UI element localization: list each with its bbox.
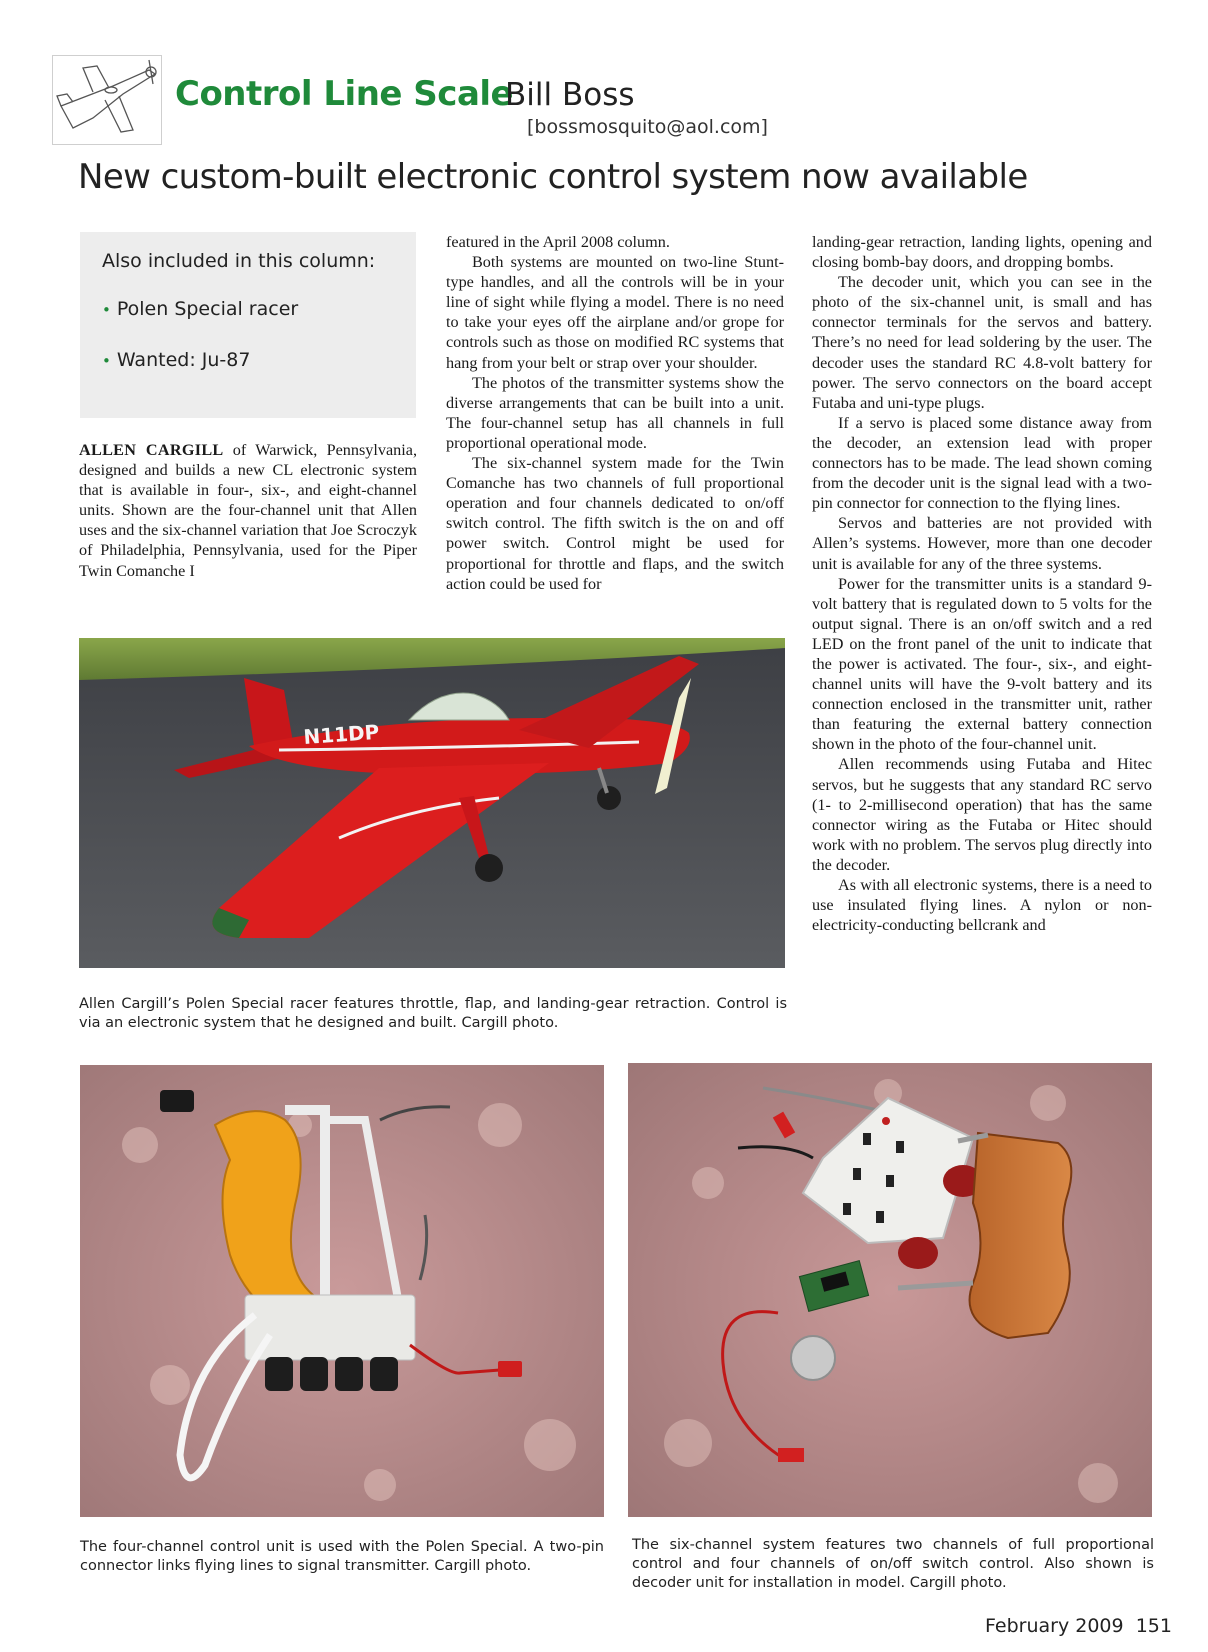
column-title: Control Line Scale (175, 74, 514, 114)
bullet-icon: • (102, 352, 111, 370)
article-paragraph: The six-channel system made for the Twin Comanche has two channels of full proportional operation and four channels dedicated to on/off switch control. The fifth switch is the on and off power switch. Control might be used for proportional for throttle and flaps, and the switch action could be used for (446, 454, 784, 593)
also-included-box (80, 232, 416, 418)
also-included-item: • Wanted: Ju-87 (102, 349, 251, 371)
four-channel-handle-icon (80, 1065, 604, 1517)
also-included-item: • Polen Special racer (102, 298, 299, 320)
airplane-sketch-icon (53, 56, 161, 144)
six-channel-caption: The six-channel system features two channels of full proportional control and four channels of on/off switch control. Also shown is decoder unit for installation in model. Cargill photo. (632, 1537, 1154, 1591)
polen-special-photo (79, 638, 785, 968)
article-column-2 (446, 232, 784, 594)
article-paragraph: ALLEN CARGILL of Warwick, Pennsylvania, designed and builds a new CL electronic system that is available in four-, six-, and eight-channel units. Shown are the four-channel unit that Allen uses and the six-channel variation that Joe Scroczyk of Philadelphia, Pennsylvania, used for the Piper Twin Comanche I (79, 441, 417, 580)
article-paragraph: Servos and batteries are not provided with Allen’s systems. However, more than one decoder unit is available for any of the three systems. (812, 514, 1152, 573)
article-column-1 (79, 440, 417, 581)
lead-name: ALLEN CARGILL (79, 441, 224, 459)
page-number: 151 (1135, 1615, 1172, 1637)
author-email: [bossmosquito@aol.com] (527, 116, 768, 138)
issue-date: February 2009 (985, 1615, 1124, 1637)
article-paragraph: Power for the transmitter units is a standard 9-volt battery that is regulated down to 5 volts for the output signal. There is an on/off switch and a red LED on the front panel of the unit to indicate that the power is activated. The four-, six-, and eight-channel units will have the 9-volt battery and its connection enclosed in the transmitter unit, rather than featuring the external battery connection shown in the photo of the four-channel unit. (812, 574, 1152, 754)
six-channel-handle-icon (628, 1063, 1152, 1517)
article-paragraph: If a servo is placed some distance away from the decoder, an extension lead with proper connectors has to be made. The lead shown coming from the decoder unit is the signal lead with a two-pin connector for connection to the flying lines. (812, 413, 1152, 513)
four-channel-caption: The four-channel control unit is used with the Polen Special. A two-pin connector links flying lines to signal transmitter. Cargill photo. (80, 1539, 604, 1574)
red-racer-airplane-icon (79, 638, 785, 968)
article-paragraph: Allen recommends using Futaba and Hitec servos, but he suggests that any standard RC servo (1- to 2-millisecond operation) that has the same connector wiring as the Futaba or Hitec should work with no problem. The servos plug directly into the decoder. (812, 755, 1152, 874)
bullet-icon: • (102, 301, 111, 319)
plane-registration: N11DP (302, 719, 381, 749)
column-logo (52, 55, 162, 145)
six-channel-unit-photo (628, 1063, 1152, 1517)
plane-photo-caption: Allen Cargill’s Polen Special racer features throttle, flap, and landing-gear retraction. Control is via an electronic system that he designed and built. Cargill photo. (79, 996, 787, 1031)
article-paragraph: Both systems are mounted on two-line Stunt-type handles, and all the controls will be in your line of sight while flying a model. There is no need to take your eyes off the airplane and/or grope for controls such as those on modified RC systems that hang from your belt or strap over your shoulder. (446, 253, 784, 372)
article-paragraph: landing-gear retraction, landing lights, opening and closing bomb-bay doors, and dropping bombs. (812, 233, 1152, 272)
article-column-3 (812, 232, 1152, 935)
also-included-title: Also included in this column: (102, 250, 376, 272)
author-name: Bill Boss (505, 77, 635, 113)
article-paragraph: The decoder unit, which you can see in the photo of the six-channel unit, is small and has connector terminals for the servos and battery. There’s no need for lead soldering by the user. The decoder uses the standard RC 4.8-volt battery for power. The servo connectors on the board accept Futaba and uni-type plugs. (812, 273, 1152, 412)
article-paragraph: As with all electronic systems, there is a need to use insulated flying lines. A nylon or non-electricity-conducting bellcrank and (812, 876, 1152, 935)
four-channel-unit-photo (80, 1065, 604, 1517)
article-paragraph: featured in the April 2008 column. (446, 233, 670, 251)
article-headline: New custom-built electronic control system now available (78, 157, 1028, 197)
article-paragraph: The photos of the transmitter systems show the diverse arrangements that can be built into a unit. The four-channel setup has all channels in full proportional operational mode. (446, 373, 784, 452)
page-footer (985, 1615, 1172, 1637)
